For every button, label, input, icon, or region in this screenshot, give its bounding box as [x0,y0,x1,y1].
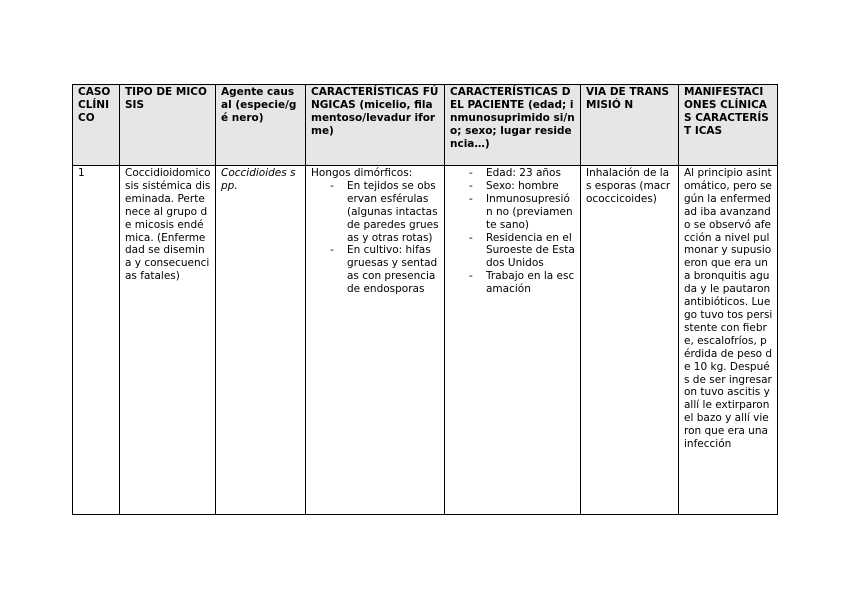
list-item: - Edad: 23 años [486,167,576,180]
header-manifestaciones: MANIFESTACI ONES CLÍNICAS CARACTERÍST ICAS [679,85,778,166]
header-via-transmision: VIA DE TRANSMISIÓ N [581,85,679,166]
paciente-list [450,167,576,296]
fungicas-intro: Hongos dimórficos: [311,167,413,179]
cell-via-transmision: Inhalación de las esporas (macrococcicoides) [581,166,679,515]
header-row [73,85,778,166]
list-item: - Sexo: hombre [486,180,576,193]
cell-manifestaciones: Al principio asintomático, pero según la enfermedad iba avanzando se observó afección a nivel pulmonar y supusioeron que era una bronquitis aguda y le pautaron antibióticos. Luego tuvo tos persistente con fiebre, escalofríos, pérdida de peso de 10 kg. Después de ser ingresaron tuvo ascitis y allí le extirparon el bazo y allí vieron que era una infección [679,166,778,515]
cell-tipo-micosis: Coccidioidomicosis sistémica diseminada. Pertenece al grupo de micosis endémica. (Enfermedad se disemina y consecuencias fatales) [120,166,216,515]
list-item: - Residencia en el Suroeste de Estados Unidos [486,232,576,271]
cell-caracteristicas-paciente [445,166,581,515]
micosis-table [72,84,778,515]
list-item: - En tejidos se observan esférulas (algunas intactas de paredes gruesas y otras rotas) [347,180,440,245]
cell-agente-causal: Coccidioides spp. [216,166,306,515]
header-tipo-micosis: TIPO DE MICOSIS [120,85,216,166]
table-row [73,166,778,515]
list-item: - En cultivo: hifas gruesas y sentadas con presencia de endosporas [347,244,440,296]
cell-caso: 1 [73,166,120,515]
fungicas-list [311,180,440,296]
header-caracteristicas-paciente: CARACTERÍSTICAS DEL PACIENTE (edad; inmunosuprimido si/no; sexo; lugar residencia…) [445,85,581,166]
cell-caracteristicas-fungicas [306,166,445,515]
list-item: - Inmunosupresión no (previamente sano) [486,193,576,232]
header-agente-causal: Agente causal (especie/gé nero) [216,85,306,166]
list-item: - Trabajo en la escamación [486,270,576,296]
header-caracteristicas-fungicas: CARACTERÍSTICAS FÚNGICAS (micelio, filamentoso/levadur iforme) [306,85,445,166]
header-caso-clinico: CASO CLÍNI CO [73,85,120,166]
